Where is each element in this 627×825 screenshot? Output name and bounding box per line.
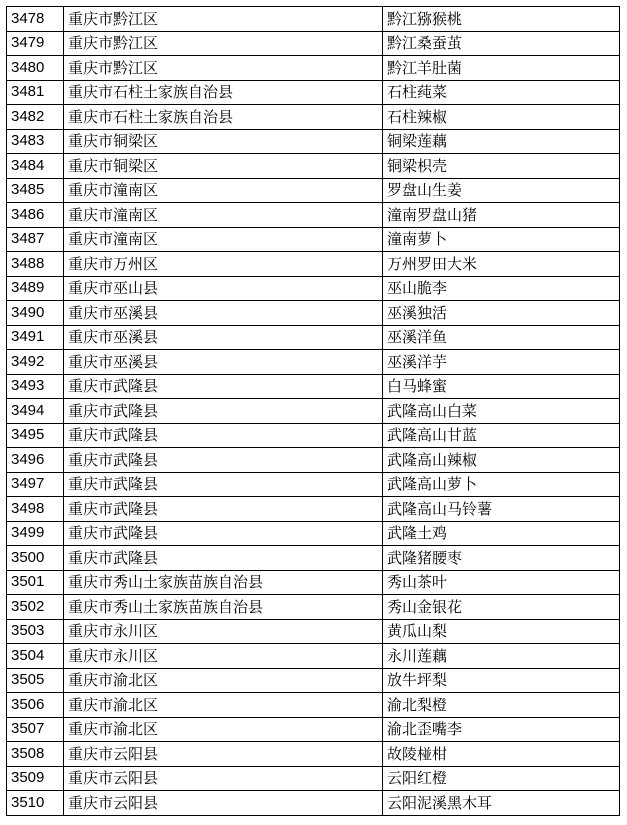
table-row [7,791,620,816]
table-row [7,227,620,252]
product-name-cell: 罗盘山生姜 [383,178,620,203]
row-number-cell: 3497 [7,472,64,497]
table-row [7,105,620,130]
region-cell: 重庆市潼南区 [64,203,383,228]
product-name-cell: 潼南罗盘山猪 [383,203,620,228]
region-cell: 重庆市武隆县 [64,546,383,571]
product-name-cell: 潼南萝卜 [383,227,620,252]
row-number-cell: 3482 [7,105,64,130]
product-name-cell: 白马蜂蜜 [383,374,620,399]
row-number-cell: 3491 [7,325,64,350]
region-cell: 重庆市渝北区 [64,668,383,693]
region-cell: 重庆市石柱土家族自治县 [64,105,383,130]
table-row [7,570,620,595]
region-cell: 重庆市巫溪县 [64,325,383,350]
row-number-cell: 3505 [7,668,64,693]
row-number-cell: 3506 [7,693,64,718]
row-number-cell: 3479 [7,31,64,56]
product-name-cell: 黔江桑蚕茧 [383,31,620,56]
table-row [7,276,620,301]
region-cell: 重庆市秀山土家族苗族自治县 [64,570,383,595]
region-cell: 重庆市武隆县 [64,423,383,448]
row-number-cell: 3485 [7,178,64,203]
product-name-cell: 铜梁枳壳 [383,154,620,179]
product-name-cell: 秀山茶叶 [383,570,620,595]
row-number-cell: 3483 [7,129,64,154]
table-row [7,766,620,791]
region-cell: 重庆市武隆县 [64,399,383,424]
product-name-cell: 渝北歪嘴李 [383,717,620,742]
row-number-cell: 3486 [7,203,64,228]
product-name-cell: 武隆高山白菜 [383,399,620,424]
table-row [7,399,620,424]
table-row [7,423,620,448]
row-number-cell: 3490 [7,301,64,326]
product-name-cell: 武隆高山辣椒 [383,448,620,473]
region-cell: 重庆市铜梁区 [64,129,383,154]
region-cell: 重庆市石柱土家族自治县 [64,80,383,105]
product-name-cell: 巫溪洋鱼 [383,325,620,350]
region-cell: 重庆市云阳县 [64,742,383,767]
table-row [7,178,620,203]
product-name-cell: 巫溪洋芋 [383,350,620,375]
table-row [7,595,620,620]
product-name-cell: 黄瓜山梨 [383,619,620,644]
product-name-cell: 云阳红橙 [383,766,620,791]
region-cell: 重庆市巫溪县 [64,301,383,326]
product-table [6,6,620,816]
product-name-cell: 渝北梨橙 [383,693,620,718]
row-number-cell: 3493 [7,374,64,399]
row-number-cell: 3488 [7,252,64,277]
row-number-cell: 3481 [7,80,64,105]
table-row [7,742,620,767]
table-row [7,203,620,228]
row-number-cell: 3487 [7,227,64,252]
row-number-cell: 3502 [7,595,64,620]
table-row [7,668,620,693]
table-row [7,80,620,105]
region-cell: 重庆市武隆县 [64,521,383,546]
product-name-cell: 万州罗田大米 [383,252,620,277]
row-number-cell: 3496 [7,448,64,473]
product-name-cell: 石柱辣椒 [383,105,620,130]
product-name-cell: 秀山金银花 [383,595,620,620]
table-row [7,497,620,522]
table-row [7,7,620,32]
region-cell: 重庆市秀山土家族苗族自治县 [64,595,383,620]
row-number-cell: 3480 [7,56,64,81]
region-cell: 重庆市渝北区 [64,717,383,742]
row-number-cell: 3509 [7,766,64,791]
product-name-cell: 武隆猪腰枣 [383,546,620,571]
product-name-cell: 黔江猕猴桃 [383,7,620,32]
row-number-cell: 3501 [7,570,64,595]
product-name-cell: 巫溪独活 [383,301,620,326]
product-name-cell: 故陵椪柑 [383,742,620,767]
table-row [7,129,620,154]
region-cell: 重庆市武隆县 [64,374,383,399]
product-name-cell: 铜梁莲藕 [383,129,620,154]
region-cell: 重庆市巫溪县 [64,350,383,375]
table-row [7,693,620,718]
region-cell: 重庆市武隆县 [64,448,383,473]
region-cell: 重庆市黔江区 [64,31,383,56]
table-row [7,546,620,571]
product-name-cell: 放牛坪梨 [383,668,620,693]
product-name-cell: 武隆高山甘蓝 [383,423,620,448]
region-cell: 重庆市潼南区 [64,178,383,203]
table-row [7,472,620,497]
region-cell: 重庆市云阳县 [64,766,383,791]
region-cell: 重庆市渝北区 [64,693,383,718]
region-cell: 重庆市永川区 [64,619,383,644]
table-row [7,448,620,473]
row-number-cell: 3489 [7,276,64,301]
row-number-cell: 3504 [7,644,64,669]
product-name-cell: 云阳泥溪黑木耳 [383,791,620,816]
table-row [7,301,620,326]
region-cell: 重庆市巫山县 [64,276,383,301]
row-number-cell: 3503 [7,619,64,644]
table-row [7,374,620,399]
row-number-cell: 3508 [7,742,64,767]
row-number-cell: 3510 [7,791,64,816]
region-cell: 重庆市黔江区 [64,56,383,81]
table-body [7,7,620,816]
table-row [7,56,620,81]
table-row [7,31,620,56]
region-cell: 重庆市铜梁区 [64,154,383,179]
region-cell: 重庆市武隆县 [64,497,383,522]
product-name-cell: 石柱莼菜 [383,80,620,105]
row-number-cell: 3507 [7,717,64,742]
table-row [7,252,620,277]
region-cell: 重庆市黔江区 [64,7,383,32]
product-name-cell: 武隆高山萝卜 [383,472,620,497]
region-cell: 重庆市武隆县 [64,472,383,497]
table-row [7,521,620,546]
row-number-cell: 3495 [7,423,64,448]
region-cell: 重庆市万州区 [64,252,383,277]
product-name-cell: 永川莲藕 [383,644,620,669]
row-number-cell: 3498 [7,497,64,522]
table-row [7,717,620,742]
product-name-cell: 巫山脆李 [383,276,620,301]
product-name-cell: 武隆高山马铃薯 [383,497,620,522]
table-row [7,619,620,644]
region-cell: 重庆市永川区 [64,644,383,669]
row-number-cell: 3499 [7,521,64,546]
region-cell: 重庆市潼南区 [64,227,383,252]
table-row [7,644,620,669]
table-row [7,154,620,179]
product-name-cell: 黔江羊肚菌 [383,56,620,81]
table-row [7,350,620,375]
row-number-cell: 3478 [7,7,64,32]
table-row [7,325,620,350]
row-number-cell: 3500 [7,546,64,571]
row-number-cell: 3484 [7,154,64,179]
region-cell: 重庆市云阳县 [64,791,383,816]
row-number-cell: 3494 [7,399,64,424]
row-number-cell: 3492 [7,350,64,375]
product-name-cell: 武隆土鸡 [383,521,620,546]
